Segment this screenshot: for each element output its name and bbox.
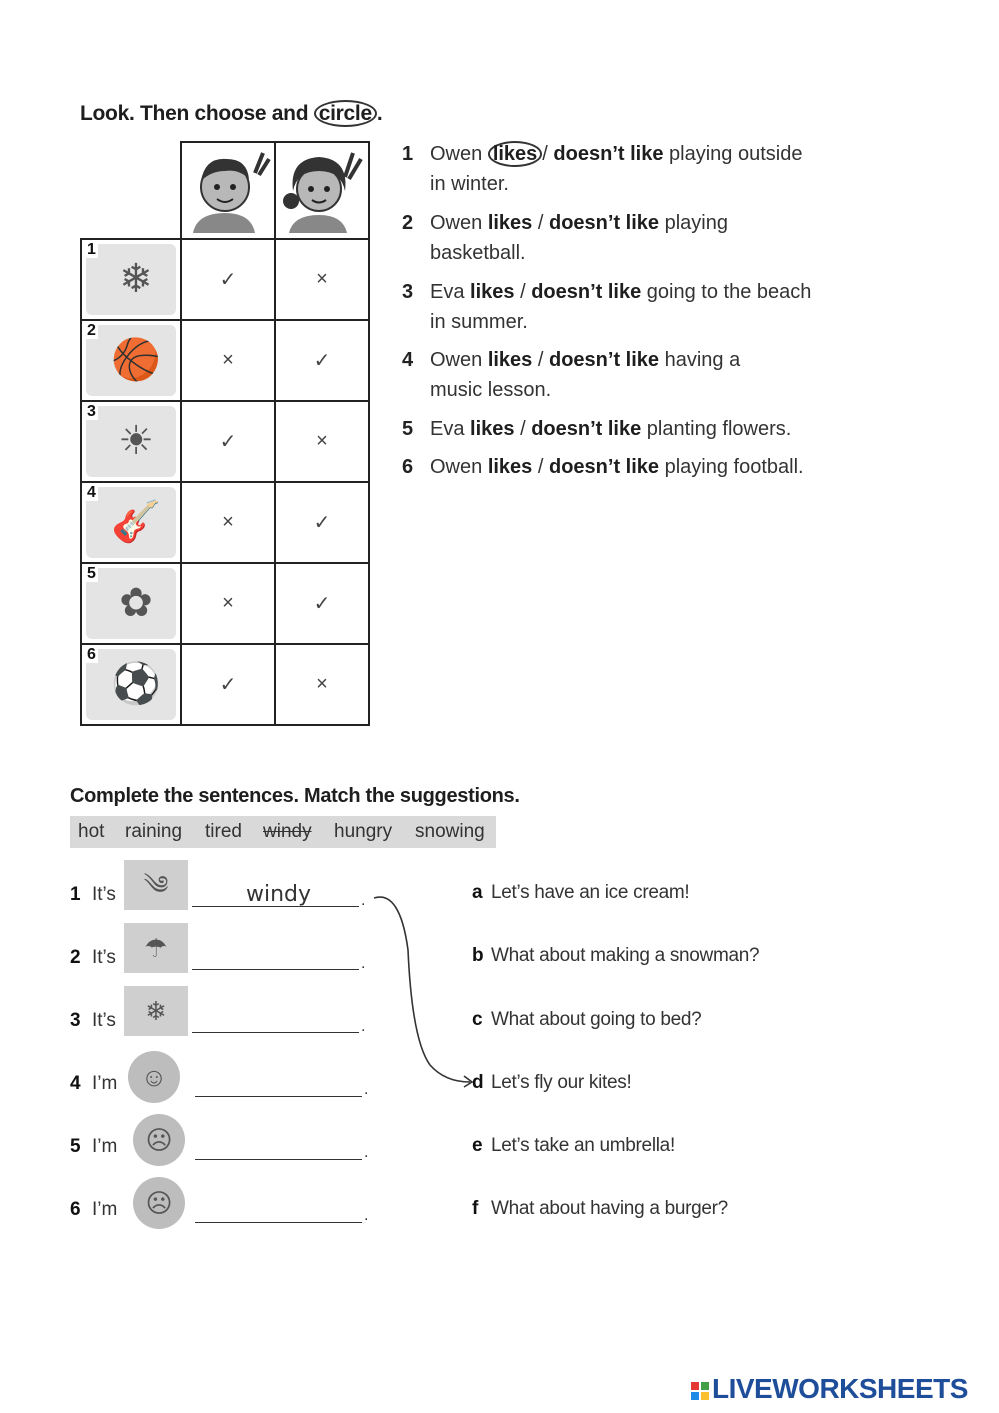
- eva-mark: ×: [275, 644, 369, 725]
- sentence-rest: playing: [664, 212, 728, 234]
- word-bank-item-used: windy: [263, 821, 312, 842]
- row-number: 1: [87, 241, 96, 258]
- logo-squares-icon: [690, 1381, 712, 1401]
- hungry-face-icon: [133, 1177, 185, 1229]
- suggestion-letter: d: [472, 1072, 484, 1093]
- doesnt-like-option[interactable]: doesn’t like: [531, 281, 642, 303]
- suggestion-d: [472, 1072, 631, 1094]
- suggestion-text: What about making a snowman?: [491, 945, 760, 966]
- separator: /: [537, 349, 544, 371]
- answer-text-1[interactable]: windy: [246, 882, 312, 907]
- snowflakes-glyph: ❄: [145, 996, 167, 1026]
- suggestion-e: [472, 1135, 675, 1157]
- item-prefix: It’s: [92, 884, 116, 905]
- word-bank-item: tired: [205, 821, 242, 842]
- suggestion-text: What about going to bed?: [491, 1009, 702, 1030]
- likes-option[interactable]: likes: [470, 281, 515, 303]
- rain-glyph: ☂: [144, 933, 168, 963]
- sentence-continuation: music lesson.: [430, 379, 552, 401]
- sentence-rest: going to the beach: [646, 281, 812, 303]
- word-bank-item: hot: [78, 821, 105, 842]
- suggestion-text: Let’s fly our kites!: [491, 1072, 632, 1093]
- sentence-number: 4: [402, 349, 414, 371]
- item-number: 2: [70, 947, 81, 968]
- suggestion-letter: a: [472, 882, 483, 903]
- suggestion-letter: f: [472, 1198, 479, 1219]
- sentence-1: [402, 139, 842, 199]
- item-period: .: [364, 1144, 369, 1161]
- item-number: 4: [70, 1073, 81, 1094]
- liveworksheets-logo: [690, 1373, 968, 1405]
- item-period: .: [364, 1081, 369, 1098]
- item-period: .: [361, 1018, 366, 1035]
- eva-mark: ×: [275, 401, 369, 482]
- item-prefix: It’s: [92, 947, 116, 968]
- sentence-2: [402, 208, 842, 268]
- word-bank-item: raining: [125, 821, 183, 842]
- sentence-rest: playing football.: [664, 456, 804, 478]
- likes-option[interactable]: likes: [488, 141, 542, 167]
- item-row-5: [70, 1136, 117, 1158]
- row-number: 2: [87, 322, 96, 339]
- doesnt-like-option[interactable]: doesn’t like: [548, 212, 660, 234]
- snowflakes-icon: [124, 986, 188, 1036]
- sentence-continuation: in winter.: [430, 173, 509, 195]
- item-row-1: [70, 884, 116, 906]
- item-row-4: [70, 1073, 117, 1095]
- football-icon: ⚽: [111, 662, 161, 706]
- doesnt-like-option[interactable]: doesn’t like: [548, 456, 660, 478]
- hungry-face-glyph: ☹: [145, 1188, 173, 1218]
- table-row: [81, 320, 369, 401]
- item-prefix: It’s: [92, 1010, 116, 1031]
- likes-option[interactable]: likes: [487, 456, 533, 478]
- table-row: [81, 239, 369, 320]
- word-bank: [70, 816, 496, 848]
- word-bank-item: hungry: [334, 821, 393, 842]
- suggestion-a: [472, 882, 689, 904]
- suggestion-text: Let’s take an umbrella!: [491, 1135, 675, 1156]
- sentence-number: 3: [402, 281, 414, 303]
- suggestion-letter: b: [472, 945, 484, 966]
- yawning-face-icon: [133, 1114, 185, 1166]
- sentence-subject: Owen: [430, 456, 483, 478]
- owen-mark: ✓: [181, 401, 275, 482]
- row-number: 4: [87, 484, 96, 501]
- section2-instruction: Complete the sentences. Match the suggestions.: [70, 785, 520, 807]
- owen-mark: ×: [181, 320, 275, 401]
- sentence-continuation: basketball.: [430, 242, 526, 264]
- owen-mark: ×: [181, 563, 275, 644]
- owen-header: [181, 142, 275, 239]
- item-period: .: [364, 1207, 369, 1224]
- windy-weather-glyph: ༄: [143, 870, 169, 900]
- snowy-trees-icon: ❄: [119, 257, 153, 301]
- rain-icon: [124, 923, 188, 973]
- row-picture: [81, 239, 181, 320]
- likes-option[interactable]: likes: [470, 418, 515, 440]
- suggestion-text: Let’s have an ice cream!: [491, 882, 690, 903]
- item-prefix: I’m: [92, 1136, 118, 1157]
- answer-line-4[interactable]: [195, 1096, 362, 1097]
- likes-table: [80, 141, 370, 726]
- hot-face-glyph: ☺: [140, 1062, 168, 1092]
- suggestion-c: [472, 1009, 701, 1031]
- separator: /: [542, 143, 548, 165]
- item-prefix: I’m: [92, 1199, 118, 1220]
- sentence-number: 5: [402, 418, 414, 440]
- sentence-subject: Owen: [430, 349, 483, 371]
- sentence-subject: Eva: [430, 418, 465, 440]
- guitar-icon: 🎸: [111, 500, 161, 544]
- beach-sunglasses-icon: ☀: [118, 419, 154, 463]
- doesnt-like-option[interactable]: doesn’t like: [553, 143, 664, 165]
- item-row-2: [70, 947, 116, 969]
- eva-mark: ✓: [275, 563, 369, 644]
- sentence-rest: planting flowers.: [646, 418, 792, 440]
- eva-mark: ✓: [275, 482, 369, 563]
- owen-mark: ✓: [181, 644, 275, 725]
- item-period: .: [361, 892, 366, 909]
- instruction-text: Look. Then choose and: [80, 102, 309, 125]
- row-picture: [81, 644, 181, 725]
- row-number: 3: [87, 403, 96, 420]
- likes-option[interactable]: likes: [487, 212, 533, 234]
- sentence-subject: Owen: [430, 212, 483, 234]
- separator: /: [537, 456, 544, 478]
- answer-line-3[interactable]: [192, 1032, 359, 1033]
- table-row: [81, 482, 369, 563]
- item-number: 6: [70, 1199, 81, 1220]
- logo-text: LIVEWORKSHEETS: [712, 1373, 968, 1404]
- sentence-continuation: in summer.: [430, 311, 528, 333]
- owen-mark: ×: [181, 482, 275, 563]
- circled-word: circle: [314, 100, 377, 127]
- separator: /: [520, 418, 526, 440]
- flowers-trowel-icon: ✿: [119, 581, 153, 625]
- suggestion-b: [472, 945, 759, 967]
- eva-header: [275, 142, 369, 239]
- table-row: [81, 563, 369, 644]
- owen-mark: ✓: [181, 239, 275, 320]
- boy-icon: [185, 143, 271, 233]
- sentence-subject: Eva: [430, 281, 465, 303]
- suggestion-text: What about having a burger?: [491, 1198, 728, 1219]
- item-prefix: I’m: [92, 1073, 118, 1094]
- windy-weather-icon: [124, 860, 188, 910]
- row-number: 6: [87, 646, 96, 663]
- sentence-4: [402, 345, 842, 405]
- hot-face-icon: [128, 1051, 180, 1103]
- row-picture: [81, 320, 181, 401]
- separator: /: [537, 212, 544, 234]
- item-number: 1: [70, 884, 81, 905]
- instruction-period: .: [376, 102, 383, 125]
- sentence-subject: Owen: [430, 143, 483, 165]
- match-line: [370, 890, 480, 1090]
- sentence-rest: playing outside: [669, 143, 803, 165]
- answer-line-2[interactable]: [192, 969, 359, 970]
- table-corner: [81, 142, 181, 239]
- item-number: 5: [70, 1136, 81, 1157]
- eva-mark: ×: [275, 239, 369, 320]
- section1-instruction: [80, 102, 382, 126]
- table-row: [81, 644, 369, 725]
- separator: /: [520, 281, 526, 303]
- row-picture: [81, 482, 181, 563]
- item-number: 3: [70, 1010, 81, 1031]
- basketball-hoop-icon: 🏀: [111, 338, 161, 382]
- sentence-rest: having a: [664, 349, 741, 371]
- word-bank-item: snowing: [415, 821, 485, 842]
- row-number: 5: [87, 565, 96, 582]
- item-row-6: [70, 1199, 117, 1221]
- row-picture: [81, 563, 181, 644]
- sentence-number: 1: [402, 143, 414, 165]
- answer-line-6[interactable]: [195, 1222, 362, 1223]
- row-picture: [81, 401, 181, 482]
- suggestion-f: [472, 1198, 728, 1220]
- item-row-3: [70, 1010, 116, 1032]
- suggestion-letter: e: [472, 1135, 483, 1156]
- sentence-5: [402, 414, 842, 444]
- doesnt-like-option[interactable]: doesn’t like: [531, 418, 642, 440]
- eva-mark: ✓: [275, 320, 369, 401]
- sentence-number: 6: [402, 456, 414, 478]
- sentence-6: [402, 452, 842, 482]
- likes-option[interactable]: likes: [487, 349, 533, 371]
- girl-icon: [279, 143, 365, 233]
- item-period: .: [361, 955, 366, 972]
- doesnt-like-option[interactable]: doesn’t like: [548, 349, 660, 371]
- suggestion-letter: c: [472, 1009, 483, 1030]
- sentence-number: 2: [402, 212, 414, 234]
- yawning-face-glyph: ☹: [145, 1125, 173, 1155]
- answer-line-5[interactable]: [195, 1159, 362, 1160]
- table-row: [81, 401, 369, 482]
- sentence-3: [402, 277, 842, 337]
